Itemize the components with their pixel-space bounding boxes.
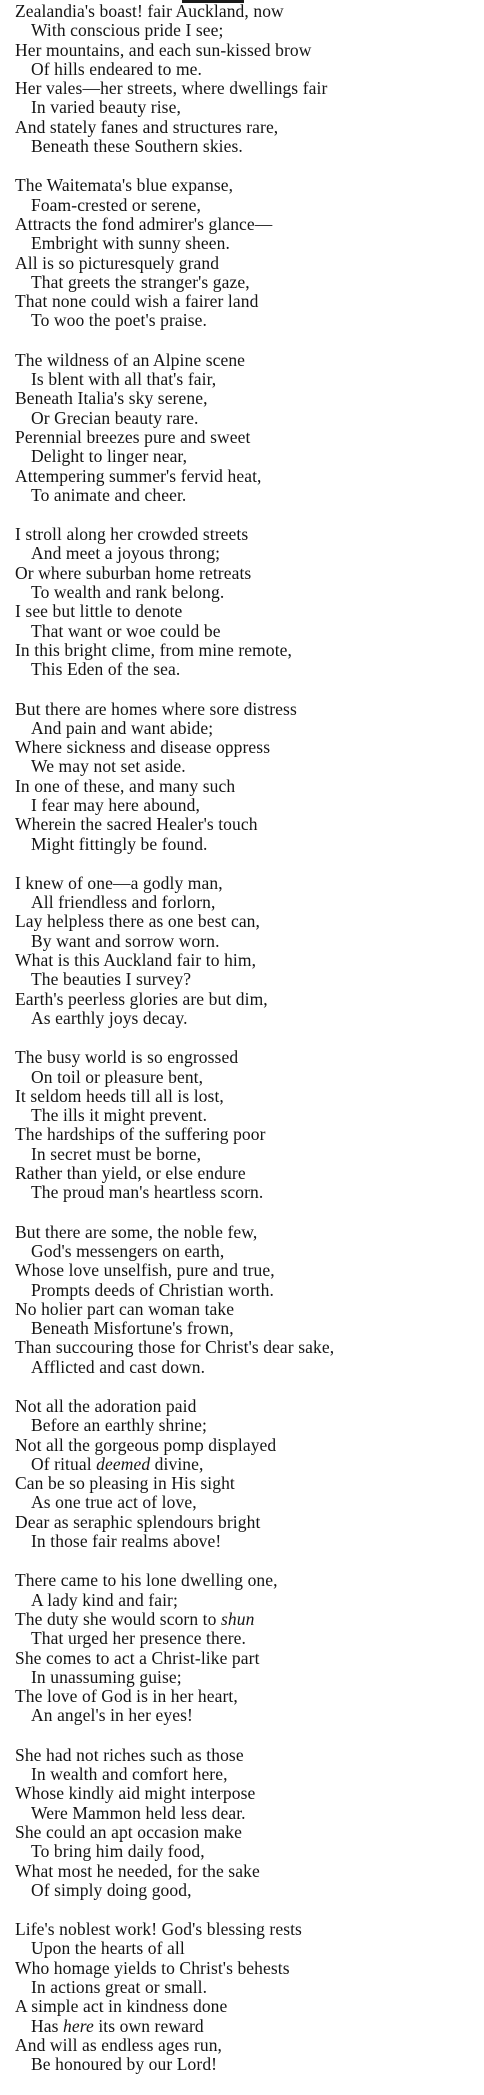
poem-line: Before an earthly shrine; (31, 1415, 207, 1436)
poem-line: Zealandia's boast! fair Auckland, now (15, 1, 284, 21)
poem-line: The Waitemata's blue expanse, (15, 175, 234, 196)
poem-line: Where sickness and disease oppress (15, 737, 271, 758)
poem-line: The love of God is in her heart, (15, 1686, 238, 1707)
poem-line: Of hills endeared to me. (31, 58, 203, 79)
poem-line: No holier part can woman take (15, 1298, 235, 1319)
poem-line: She had not riches such as those (15, 1744, 244, 1765)
stanza (15, 1223, 481, 1377)
poem-line: Of ritual deemed divine, (31, 1453, 204, 1474)
stanza (15, 176, 481, 330)
poem-line: An angel's in her eyes! (31, 1705, 193, 1726)
poem-line: Not all the adoration paid (15, 1396, 197, 1416)
poem-line: To woo the poet's praise. (31, 310, 207, 331)
stanza (15, 1920, 481, 2074)
poem-line: Upon the hearts of all (31, 1938, 185, 1959)
poem-line: That none could wish a fairer land (15, 291, 259, 312)
stanza (15, 1397, 481, 1551)
poem-line: In actions great or small. (31, 1977, 208, 1998)
poem-line: This Eden of the sea. (31, 659, 181, 680)
poem-line: Or Grecian beauty rare. (31, 407, 199, 428)
poem-line: What is this Auckland fair to him, (15, 950, 257, 971)
poem-line: And pain and want abide; (31, 717, 214, 738)
poem-line: As earthly joys decay. (31, 1007, 188, 1028)
poem-line: On toil or pleasure bent, (31, 1066, 204, 1087)
poem-line: She could an apt occasion make (15, 1821, 243, 1842)
poem-line: Of simply doing good, (31, 1879, 192, 1900)
poem-line: Not all the gorgeous pomp displayed (15, 1434, 277, 1455)
stanza (15, 1048, 481, 1202)
poem-line: I knew of one—a godly man, (15, 872, 223, 893)
poem-line: God's messengers on earth, (31, 1240, 225, 1261)
poem-line: Beneath Misfortune's frown, (31, 1318, 234, 1339)
poem-line: Is blent with all that's fair, (31, 369, 217, 390)
poem-line: In one of these, and many such (15, 775, 236, 796)
poem-line: Lay helpless there as one best can, (15, 911, 261, 932)
poem-line: In wealth and comfort here, (31, 1764, 228, 1785)
poem-line: We may not set aside. (31, 756, 186, 777)
stanza (15, 2, 481, 156)
poem-line: Who homage yields to Christ's behests (15, 1957, 290, 1978)
poem-line: Be honoured by our Lord! (31, 2054, 218, 2075)
poem-line: It seldom heeds till all is lost, (15, 1085, 224, 1106)
poem-line: Rather than yield, or else endure (15, 1163, 246, 1184)
stanza (15, 351, 481, 505)
poem-line: The busy world is so engrossed (15, 1047, 239, 1068)
poem-line: Wherein the sacred Healer's touch (15, 814, 258, 835)
poem-line: She comes to act a Christ-like part (15, 1647, 260, 1668)
italic-word: shun (220, 1608, 255, 1629)
poem-line: Earth's peerless glories are but dim, (15, 988, 268, 1009)
poem-line: As one true act of love, (31, 1492, 197, 1513)
poem-line: That want or woe could be (31, 620, 221, 641)
poem-line: Might fittingly be found. (31, 833, 208, 854)
poem-line: What most he needed, for the sake (15, 1860, 260, 1881)
poem-line: Beneath these Southern skies. (31, 136, 243, 157)
poem-line: Her vales—her streets, where dwellings fair (15, 78, 328, 99)
poem-line: And will as endless ages run, (15, 2034, 223, 2055)
italic-word: here (63, 2015, 94, 2036)
poem-line: Life's noblest work! God's blessing rests (15, 1919, 302, 1940)
poem-line: I stroll along her crowded streets (15, 524, 249, 545)
poem-line: Dear as seraphic splendours bright (15, 1511, 261, 1532)
poem-line: But there are homes where sore distress (15, 698, 297, 719)
poem-line: Prompts deeds of Christian worth. (31, 1279, 274, 1300)
poem-line: The beauties I survey? (31, 969, 192, 990)
poem-line: A simple act in kindness done (15, 1996, 228, 2017)
poem-line: To animate and cheer. (31, 484, 187, 505)
poem-line: Foam-crested or serene, (31, 194, 201, 215)
poem-line: The hardships of the suffering poor (15, 1124, 266, 1145)
poem-line: But there are some, the noble few, (15, 1221, 258, 1242)
poem-line: There came to his lone dwelling one, (15, 1570, 278, 1591)
poem-line: A lady kind and fair; (31, 1589, 178, 1610)
poem-line: The duty she would scorn to shun (15, 1608, 255, 1629)
stanza (15, 874, 481, 1028)
poem-line: In unassuming guise; (31, 1666, 182, 1687)
poem-line: Delight to linger near, (31, 446, 188, 467)
poem-body (15, 2, 481, 2095)
poem-line: The proud man's heartless scorn. (31, 1182, 264, 1203)
poem-line: Attracts the fond admirer's glance— (15, 213, 273, 234)
poem-line: In varied beauty rise, (31, 97, 181, 118)
poem-line: Afflicted and cast down. (31, 1356, 206, 1377)
poem-line: All friendless and forlorn, (31, 892, 216, 913)
poem-line: And meet a joyous throng; (31, 543, 221, 564)
poem-line: Her mountains, and each sun-kissed brow (15, 39, 312, 60)
stanza (15, 525, 481, 679)
poem-line: Whose love unselfish, pure and true, (15, 1260, 275, 1281)
poem-line: All is so picturesquely grand (15, 252, 220, 273)
poem-line: In secret must be borne, (31, 1143, 202, 1164)
poem-line: And stately fanes and structures rare, (15, 116, 279, 137)
poem-line: Than succouring those for Christ's dear sake, (15, 1337, 335, 1358)
stanza (15, 1571, 481, 1725)
poem-line: Attempering summer's fervid heat, (15, 465, 262, 486)
poem-line: Embright with sunny sheen. (31, 233, 230, 254)
poem-line: With conscious pride I see; (31, 20, 224, 41)
poem-line: Can be so pleasing in His sight (15, 1473, 235, 1494)
poem-line: Or where suburban home retreats (15, 562, 252, 583)
italic-word: deemed (96, 1453, 151, 1474)
poem-line: I fear may here abound, (31, 794, 200, 815)
poem-line: Were Mammon held less dear. (31, 1802, 246, 1823)
poem-line: To bring him daily food, (31, 1841, 205, 1862)
poem-line: Whose kindly aid might interpose (15, 1783, 256, 1804)
poem-line: That greets the stranger's gaze, (31, 271, 250, 292)
poem-line: I see but little to denote (15, 601, 183, 622)
poem-line: In this bright clime, from mine remote, (15, 639, 293, 660)
poem-line: The ills it might prevent. (31, 1105, 208, 1126)
poem-line: In those fair realms above! (31, 1531, 222, 1552)
poem-line: The wildness of an Alpine scene (15, 349, 246, 370)
poem-line: Beneath Italia's sky serene, (15, 388, 208, 409)
poem-line: Has here its own reward (31, 2015, 204, 2036)
poem-line: Perennial breezes pure and sweet (15, 426, 251, 447)
stanza (15, 1746, 481, 1900)
stanza (15, 700, 481, 854)
poem-line: By want and sorrow worn. (31, 930, 220, 951)
poem-line: To wealth and rank belong. (31, 582, 225, 603)
poem-line: That urged her presence there. (31, 1628, 246, 1649)
